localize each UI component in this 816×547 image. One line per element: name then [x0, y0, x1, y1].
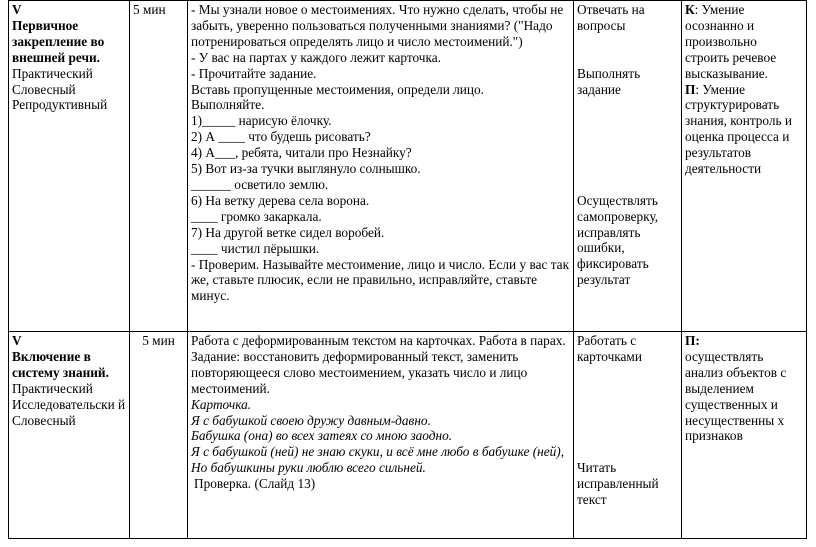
content-line: ____ чистил пёрышки.	[191, 240, 320, 256]
content-line: ____ громко закаркала.	[191, 208, 322, 224]
card-line: Но бабушкины руки люблю всего сильней.	[191, 460, 426, 476]
time-value: 5 мин	[142, 333, 175, 348]
skill-text: : Умение осознанно и произвольно строить речевое высказывание.	[685, 2, 777, 81]
content-line: - Прочитайте задание.	[191, 65, 317, 81]
time-value: 5 мин	[133, 2, 166, 17]
content-line: 4) А___, ребята, читали про Незнайку?	[191, 145, 412, 161]
skill-text: : Умение структурировать знания, контроль и оценка процесса и результатов деятельности	[685, 81, 793, 177]
card-line: Бабушка (она) во всех затеях со мною заодно.	[191, 428, 453, 444]
skill-label: П	[685, 81, 696, 97]
student-activity: Работать с карточками	[577, 333, 642, 364]
stage-type: Исследовательски й	[12, 396, 126, 412]
stage-number: V	[12, 2, 22, 17]
student-activity-cell	[574, 332, 682, 539]
content-line: - Мы узнали новое о местоимениях. Что нужно сделать, чтобы не забыть, уверенно пользоваться полученными знаниями? ("Надо потренироваться определять лицо и число местоимений.")	[191, 2, 564, 49]
content-line: 6) На ветку дерева села ворона.	[191, 192, 370, 208]
card-line: Карточка.	[191, 396, 252, 412]
table-row	[9, 332, 807, 539]
skill-text: осуществлять анализ объектов с выделением существенных и несущественны х признаков	[685, 348, 787, 444]
content-line: Задание: восстановить деформированный текст, заменить повторяющееся слово местоимением, указать число и лицо местоимений.	[191, 348, 528, 396]
student-activity-cell	[574, 1, 682, 332]
student-activity: Выполнять задание	[577, 65, 641, 97]
teacher-activity-cell	[188, 1, 574, 332]
student-activity: Отвечать на вопросы	[577, 2, 645, 33]
stage-type: Словесный	[12, 81, 76, 97]
student-activity: Осуществлять самопроверку, исправлять ошибки, фиксировать результат	[577, 192, 659, 288]
content-line: Вставь пропущенные местоимения, определи лицо.	[191, 81, 485, 97]
content-line: 7) На другой ветке сидел воробей.	[191, 224, 385, 240]
stage-title: Включение в систему знаний.	[12, 348, 109, 380]
content-line: - У вас на партах у каждого лежит карточка.	[191, 49, 441, 65]
content-line: 1)_____ нарисую ёлочку.	[191, 113, 332, 129]
table-row	[9, 1, 807, 332]
skill-label: П:	[685, 333, 700, 348]
skills-cell	[682, 1, 807, 332]
stage-cell	[9, 332, 130, 539]
content-line: 2) А ____ что будешь рисовать?	[191, 129, 371, 145]
content-line: Проверка. (Слайд 13)	[194, 476, 316, 492]
card-line: Я с бабушкой (ней) не знаю скуки, и всё мне любо в бабушке (ней),	[191, 444, 565, 460]
stage-cell	[9, 1, 130, 332]
content-line: - Проверим. Называйте местоимение, лицо и число. Если у вас так же, ставьте плюсик, если не правильно, исправляйте, ставьте минус.	[191, 256, 570, 304]
card-line: Я с бабушкой своею дружу давным-давно.	[191, 412, 431, 428]
stage-title: Первичное закрепление во внешней речи.	[12, 17, 105, 65]
content-line: Работа с деформированным текстом на карточках. Работа в парах.	[191, 333, 566, 348]
stage-type: Практический	[12, 380, 93, 396]
content-line: Выполняйте.	[191, 97, 265, 113]
time-cell	[130, 332, 188, 539]
stage-type: Практический	[12, 65, 93, 81]
skill-label: К	[685, 2, 695, 17]
stage-number: V	[12, 333, 22, 348]
stage-type: Репродуктивный	[12, 97, 108, 113]
content-line: 5) Вот из-за тучки выглянуло солнышко.	[191, 161, 421, 177]
teacher-activity-cell	[188, 332, 574, 539]
lesson-plan-table	[8, 0, 807, 539]
skills-cell	[682, 332, 807, 539]
stage-type: Словесный	[12, 412, 76, 428]
time-cell	[130, 1, 188, 332]
student-activity: Читать исправленный текст	[577, 460, 659, 507]
content-line: ______ осветило землю.	[191, 176, 329, 192]
